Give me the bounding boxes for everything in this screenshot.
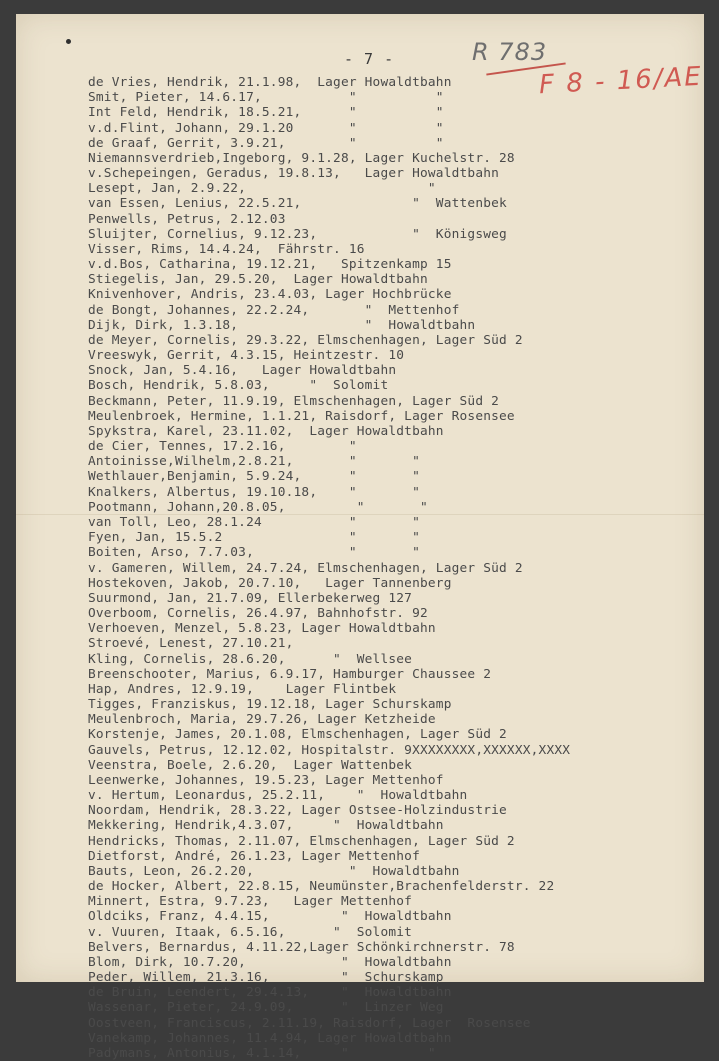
list-entry: Verhoeven, Menzel, 5.8.23, Lager Howaldtbahn [88, 621, 436, 637]
list-entry: Peder, Willem, 21.3.16, " Schurskamp [88, 970, 444, 986]
list-entry: Mekkering, Hendrik,4.3.07, " Howaldtbahn [88, 818, 444, 834]
list-entry: Sluijter, Cornelius, 9.12.23, " Königsweg [88, 226, 507, 242]
list-entry: Leenwerke, Johannes, 19.5.23, Lager Mettenhof [88, 772, 444, 788]
list-entry: Lesept, Jan, 2.9.22, " [88, 181, 436, 197]
list-entry: Tigges, Franziskus, 19.12.18, Lager Schurskamp [88, 697, 452, 713]
list-entry: de Vries, Hendrik, 21.1.98, Lager Howaldtbahn [88, 75, 452, 90]
list-entry: Bosch, Hendrik, 5.8.03, " Solomit [88, 378, 389, 394]
list-entry: Noordam, Hendrik, 28.3.22, Lager Ostsee-Holzindustrie [88, 803, 507, 819]
list-entry: de Hocker, Albert, 22.8.15, Neumünster,Brachenfelderstr. 22 [88, 879, 555, 895]
list-entry: Gauvels, Petrus, 12.12.02, Hospitalstr. 9XXXXXXXX,XXXXXX,XXXX [88, 742, 571, 758]
list-entry: Snock, Jan, 5.4.16, Lager Howaldtbahn [88, 363, 397, 379]
list-entry: Visser, Rims, 14.4.24, Fährstr. 16 [88, 241, 365, 257]
list-entry: Knivenhover, Andris, 23.4.03, Lager Hochbrücke [88, 287, 452, 303]
page-number: - 7 - [344, 50, 395, 68]
list-entry: v. Gameren, Willem, 24.7.24, Elmschenhagen, Lager Süd 2 [88, 560, 523, 576]
list-entry: v.d.Bos, Catharina, 19.12.21, Spitzenkamp 15 [88, 257, 452, 273]
archive-reference-note: R 783 [472, 38, 548, 66]
list-entry: Spykstra, Karel, 23.11.02, Lager Howaldtbahn [88, 423, 444, 439]
list-entry: de Cier, Tennes, 17.2.16, " [88, 439, 357, 455]
list-entry: Int Feld, Hendrik, 18.5.21, " " [88, 105, 444, 121]
list-entry: Veenstra, Boele, 2.6.20, Lager Wattenbek [88, 757, 413, 773]
list-entry: Hendricks, Thomas, 2.11.07, Elmschenhagen, Lager Süd 2 [88, 833, 515, 849]
list-entry: Hostekoven, Jakob, 20.7.10, Lager Tannenberg [88, 575, 452, 591]
list-entry: Oostveen, Franciscus, 2.11.19, Raisdorf, Lager Rosensee [88, 1015, 531, 1031]
list-entry: Suurmond, Jan, 21.7.09, Ellerbekerweg 127 [88, 590, 413, 606]
list-entry: Vreeswyk, Gerrit, 4.3.15, Heintzestr. 10 [88, 348, 405, 364]
list-entry: van Essen, Lenius, 22.5.21, " Wattenbek [88, 196, 507, 212]
list-entry: v.d.Flint, Johann, 29.1.20 " " [88, 120, 444, 136]
document-page [16, 14, 704, 1061]
list-entry: Stiegelis, Jan, 29.5.20, Lager Howaldtbahn [88, 272, 428, 288]
list-entry: Meulenbroch, Maria, 29.7.26, Lager Ketzheide [88, 712, 436, 728]
list-entry: Blom, Dirk, 10.7.20, " Howaldtbahn [88, 954, 452, 970]
list-entry: Minnert, Estra, 9.7.23, Lager Mettenhof [88, 894, 413, 910]
list-entry: Wassenar, Pieter, 24.9.09, " Linzer Weg [88, 1000, 444, 1016]
list-entry: Pootmann, Johann,20.8.05, " " [88, 499, 428, 515]
list-entry: Dietforst, André, 26.1.23, Lager Mettenhof [88, 848, 420, 864]
list-entry: Niemannsverdrieb,Ingeborg, 9.1.28, Lager Kuchelstr. 28 [88, 150, 515, 166]
list-entry: Breenschooter, Marius, 6.9.17, Hamburger Chaussee 2 [88, 666, 492, 682]
list-entry: Belvers, Bernardus, 4.11.22,Lager Schönkirchnerstr. 78 [88, 939, 515, 955]
list-entry: Penwells, Petrus, 2.12.03 [88, 211, 286, 227]
list-entry: de Graaf, Gerrit, 3.9.21, " " [88, 135, 444, 151]
list-entry: Knalkers, Albertus, 19.10.18, " " [88, 484, 420, 500]
list-entry: Boiten, Arso, 7.7.03, " " [88, 545, 420, 561]
list-entry: Dijk, Dirk, 1.3.18, " Howaldtbahn [88, 317, 476, 333]
list-entry: de Meyer, Cornelis, 29.3.22, Elmschenhagen, Lager Süd 2 [88, 332, 523, 348]
list-entry: Hap, Andres, 12.9.19, Lager Flintbek [88, 681, 397, 697]
list-entry: v.Schepeingen, Geradus, 19.8.13, Lager Howaldtbahn [88, 166, 500, 182]
list-entry: v. Hertum, Leonardus, 25.2.11, " Howaldtbahn [88, 788, 468, 804]
punch-hole-mark [66, 39, 71, 44]
list-entry: de Bongt, Johannes, 22.2.24, " Mettenhof [88, 302, 460, 318]
list-entry: Antoinisse,Wilhelm,2.8.21, " " [88, 454, 420, 470]
list-entry: Padymans, Antonius, 4.1.14, " " [88, 1046, 436, 1061]
list-entry: de Bruin, Leendert, 29.4.13, " Howaldtbahn [88, 985, 452, 1001]
list-entry: Oldciks, Franz, 4.4.15, " Howaldtbahn [88, 909, 452, 925]
list-entry: Fyen, Jan, 15.5.2 " " [88, 530, 420, 546]
red-handwritten-note: F 8 - 16/AE [538, 61, 704, 101]
list-entry: Wethlauer,Benjamin, 5.9.24, " " [88, 469, 420, 485]
name-list [88, 75, 570, 1061]
list-entry: Stroevé, Lenest, 27.10.21, [88, 636, 294, 652]
list-entry: van Toll, Leo, 28.1.24 " " [88, 514, 420, 530]
list-entry: Korstenje, James, 20.1.08, Elmschenhagen, Lager Süd 2 [88, 727, 507, 743]
list-entry: v. Vuuren, Itaak, 6.5.16, " Solomit [88, 924, 413, 940]
list-entry: Meulenbroek, Hermine, 1.1.21, Raisdorf, Lager Rosensee [88, 408, 515, 424]
list-entry: Kling, Cornelis, 28.6.20, " Wellsee [88, 651, 413, 667]
list-entry: Smit, Pieter, 14.6.17, " " [88, 90, 444, 106]
list-entry: Vanekamp, Johannes, 11.4.94, Lager Howaldtbahn [88, 1030, 452, 1046]
list-entry: Overboom, Cornelis, 26.4.97, Bahnhofstr. 92 [88, 606, 428, 622]
list-entry: Bauts, Leon, 26.2.20, " Howaldtbahn [88, 863, 460, 879]
list-entry: Beckmann, Peter, 11.9.19, Elmschenhagen, Lager Süd 2 [88, 393, 500, 409]
